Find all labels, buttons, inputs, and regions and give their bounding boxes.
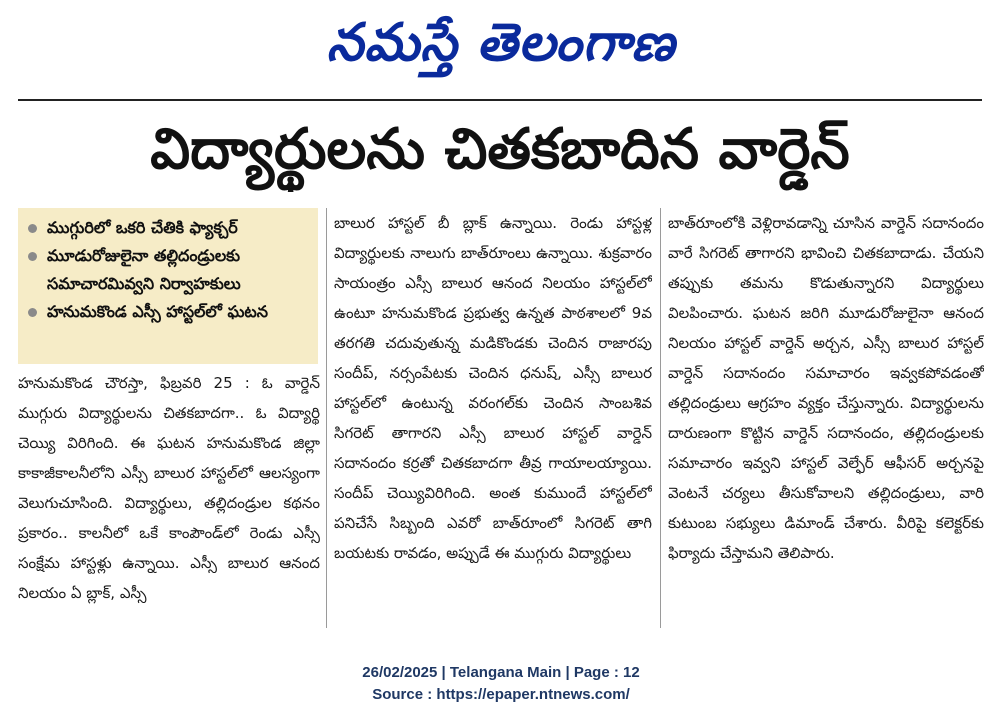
highlight-item <box>26 242 310 298</box>
article-column-2: బాలుర హాస్టల్ బీ బ్లాక్ ఉన్నాయి. రెండు హాస్టళ్ల విద్యార్థులకు నాలుగు బాత్‌రూంలు ఉన్నాయి. శుక్రవారం సాయంత్రం ఎస్సీ బాలుర ఆనంద నిలయం హాస్టల్‌లో ఉంటూ హనుమకొండ ప్రభుత్వ ఉన్నత పాఠశాలలో 9వ తరగతి చదువుతున్న మడికొండకు చెందిన రాజారపు సందీప్, నర్సంపేటకు చెందిన ధనుష్, ఎస్సీ బాలుర హాస్టల్‌లో ఉంటున్న వరంగల్‌కు చెందిన సాంబశివ సిగరెట్ తాగారని ఎస్సీ బాలుర హాస్టల్ వార్డెన్ సదానందం కర్రతో చితకబాదగా తీవ్ర గాయాలయ్యాయి. సందీప్ చెయ్యివిరిగింది. అంత కుముందే హాస్టల్‌లో పనిచేసే సిబ్బంది ఎవరో బాత్‌రూంలో సిగరెట్ తాగి బయటకు రావడం, అప్పుడే ఈ ముగ్గురు విద్యార్థులు <box>334 214 652 562</box>
highlight-text: మూడురోజులైనా తల్లిదండ్రులకు సమాచారమివ్వని నిర్వాహకులు <box>47 246 241 293</box>
article-column-1: హనుమకొండ చౌరస్తా, ఫిబ్రవరి 25 : ఓ వార్డెన్ ముగ్గురు విద్యార్థులను చితకబాదగా.. ఓ విద్యార్థి చెయ్యి విరిగింది. ఈ ఘటన హనుమకొండ జిల్లా కాకాజీకాలనీలోని ఎస్సీ బాలుర హాస్టల్‌లో ఆలస్యంగా వెలుగుచూసింది. విద్యార్థులు, తల్లిదండ్రుల కథనం ప్రకారం.. కాలనీలో ఒకే కాంపౌండ్‌లో రెండు ఎస్సీ సంక్షేమ హాస్టళ్లు ఉన్నాయి. ఎస్సీ బాలుర ఆనంద నిలయం ఏ బ్లాక్, ఎస్సీ <box>18 374 320 602</box>
highlight-text: హనుమకొండ ఎస్సీ హాస్టల్‌లో ఘటన <box>47 302 268 321</box>
headline: విద్యార్థులను చితకబాదిన వార్డెన్ <box>150 117 850 182</box>
highlight-item <box>26 214 310 242</box>
bullet-icon <box>28 252 37 261</box>
article-column-3: బాత్‌రూంలోకి వెళ్లిరావడాన్ని చూసిన వార్డెన్ సదానందం వారే సిగరెట్ తాగారని భావించి చితకబాదాడు. చేయని తప్పుకు తమను కొడుతున్నారని విద్యార్థులు విలపించారు. ఘటన జరిగి మూడురోజులైనా ఆనంద నిలయం హాస్టల్ వార్డెన్ అర్చన, ఎస్సీ బాలుర హాస్టల్ వార్డెన్ సదానందం సమాచారం ఇవ్వకపోవడంతో తల్లిదండ్రులు ఆగ్రహం వ్యక్తం చేస్తున్నారు. విద్యార్థులను దారుణంగా కొట్టిన వార్డెన్ సదానందం, తల్లిదండ్రులకు సమాచారం ఇవ్వని హాస్టల్ వెల్ఫేర్ ఆఫీసర్ అర్చనపై వెంటనే చర్యలు తీసుకోవాలని తల్లిదండ్రులు, వారి కుటుంబ సభ్యులు డిమాండ్ చేశారు. వీరిపై కలెక్టర్‌కు ఫిర్యాదు చేస్తామని తెలిపారు. <box>668 214 984 562</box>
highlight-item <box>26 298 310 326</box>
bullet-icon <box>28 308 37 317</box>
bullet-icon <box>28 224 37 233</box>
highlight-text: ముగ్గురిలో ఒకరి చేతికి ఫ్యాక్చర్ <box>47 218 238 237</box>
masthead <box>0 4 1002 82</box>
masthead-logo-text: నమస్తే తెలంగాణ <box>326 13 676 73</box>
column-divider <box>660 208 661 628</box>
top-rule <box>18 99 982 101</box>
footer-source: Source : https://epaper.ntnews.com/ <box>372 686 630 703</box>
highlights-box <box>18 208 318 364</box>
footer-edition: 26/02/2025 | Telangana Main | Page : 12 <box>362 664 640 681</box>
column-divider <box>326 208 327 628</box>
